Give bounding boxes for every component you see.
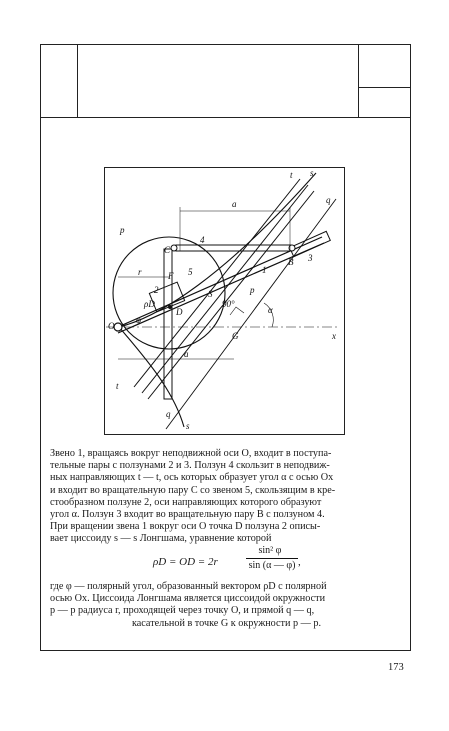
label-q-bottom: q [166, 409, 171, 419]
label-r: r [138, 267, 142, 277]
label-p-left: p [120, 225, 125, 235]
cissoid-mechanism-diagram [104, 167, 345, 435]
description-line: Звено 1, вращаясь вокруг неподвижной оси O, входит в поступа- [50, 448, 332, 459]
label-x: x [332, 331, 336, 341]
formula-numerator: sin² φ [258, 545, 282, 556]
page-number: 173 [388, 662, 404, 673]
label-s-bottom: s [186, 421, 190, 431]
label-f: F [168, 271, 174, 281]
link-4 [176, 245, 291, 251]
label-q-top: q [326, 195, 331, 205]
header-divider-right-horizontal [358, 87, 411, 88]
label-g: G [232, 331, 239, 341]
label-2: 2 [154, 285, 159, 295]
description-line: и входит во вращательную пару C со звеном 5, скользящим в кре- [50, 484, 336, 496]
label-alpha: α [268, 305, 273, 315]
label-s-top: s [310, 168, 314, 178]
header-rule [40, 117, 411, 118]
formula-fraction-bar [246, 558, 298, 559]
description-line: стообразном ползуне 2, оси направляющих которого образуют [50, 496, 322, 508]
label-s-mid: S [208, 289, 213, 299]
header-divider-left [77, 44, 78, 117]
formula-denominator: sin (α — φ) [248, 560, 296, 571]
explanation-line: касательной в точке G к окружности p — p. [131, 617, 322, 629]
label-5: 5 [188, 267, 193, 277]
label-a-bottom: a [184, 349, 189, 359]
label-t-top: t [290, 170, 293, 180]
formula-comma: , [298, 556, 301, 568]
label-d: D [176, 307, 183, 317]
label-a-top: a [232, 199, 237, 209]
description-line: ных направляющих t — t, ось которых образует угол α с осью Ox [50, 472, 334, 484]
label-rho: ρD [144, 299, 155, 309]
formula-explanation [50, 581, 403, 630]
header-divider-right [358, 44, 359, 117]
label-phi: φ [136, 315, 141, 325]
label-1: 1 [262, 265, 267, 275]
formula-left: ρD = OD = 2r [153, 556, 218, 568]
label-p-mid: p [250, 285, 255, 295]
guide-t-2 [142, 185, 308, 393]
joint-c [171, 245, 177, 251]
label-c: C [164, 245, 171, 255]
description-line: тельные пары с ползунами 2 и 3. Ползун 4 скользит в неподвиж- [50, 460, 330, 472]
label-4: 4 [200, 235, 205, 245]
label-b: B [288, 257, 294, 267]
label-90: 90° [222, 299, 235, 309]
explanation-line: p — p радиуса r, проходящей через точку O, и прямой q — q, [50, 605, 315, 617]
label-t-bottom: t [116, 381, 119, 391]
mechanism-description [50, 448, 403, 546]
label-3: 3 [308, 253, 313, 263]
description-line: угол α. Ползун 3 входит во вращательную пару B с ползуном 4. [50, 509, 325, 521]
joint-o [114, 323, 122, 331]
description-line: При вращении звена 1 вокруг оси O точка D ползуна 2 описы- [50, 521, 321, 533]
explanation-line: где φ — полярный угол, образованный вектором ρD с полярной [50, 581, 327, 592]
line-q [166, 199, 336, 429]
label-o: O [108, 321, 115, 331]
point-d [168, 305, 172, 309]
guide-t-3 [148, 191, 314, 399]
description-line: вает циссоиду s — s Лонгшама, уравнение которой [50, 533, 272, 545]
explanation-line: осью Ox. Циссоида Лонгшама является циссоидой окружности [50, 593, 326, 605]
